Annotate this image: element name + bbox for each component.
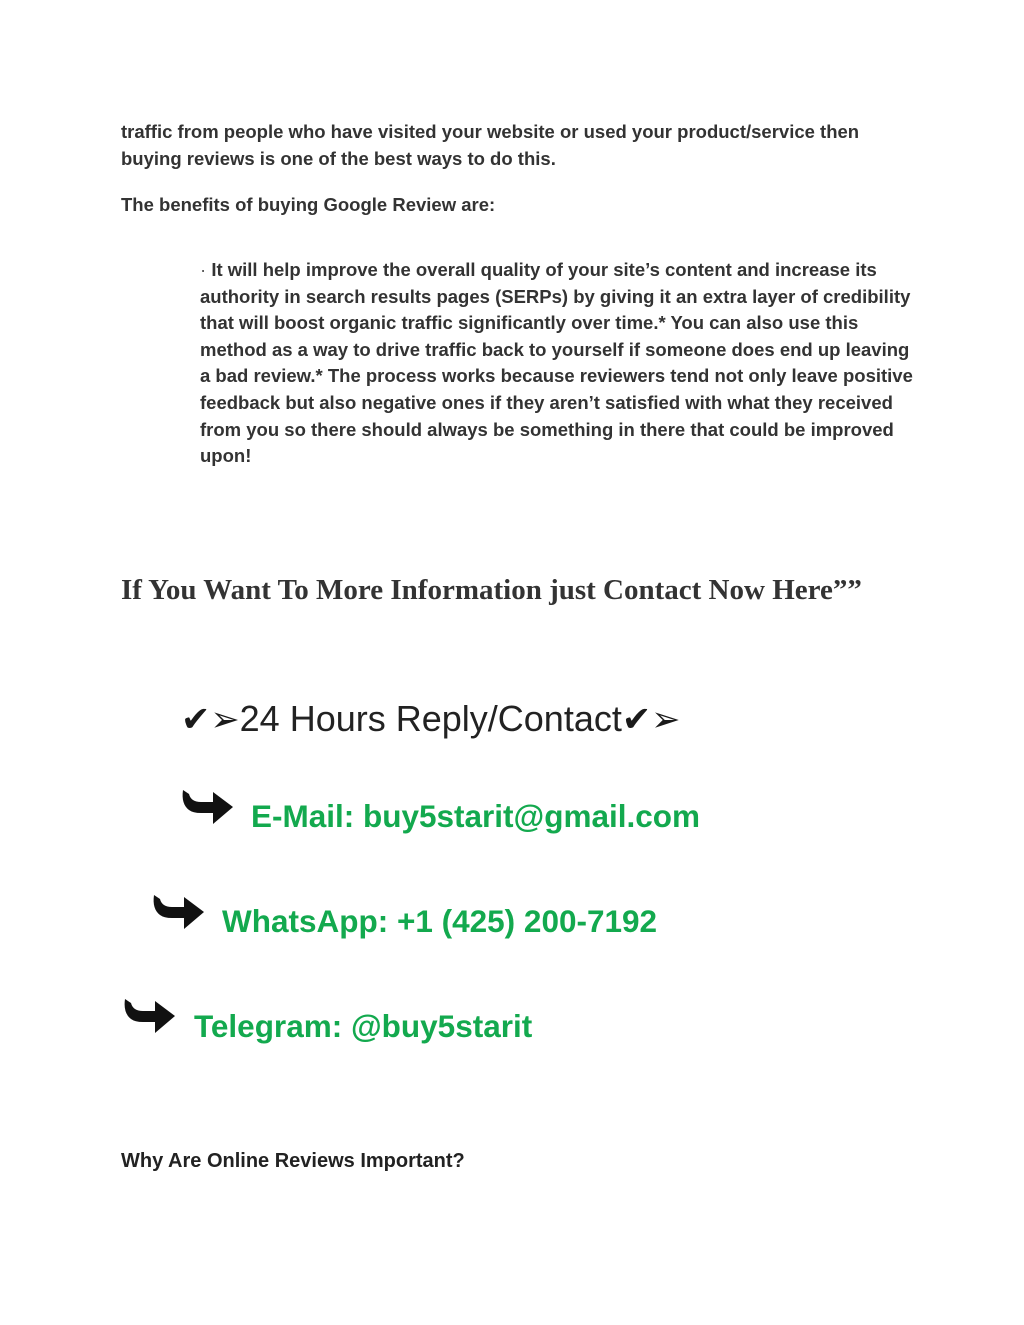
- benefits-lead-paragraph: The benefits of buying Google Review are:: [121, 194, 496, 215]
- reply-text: 24 Hours Reply/Contact: [239, 698, 622, 739]
- intro-paragraph: traffic from people who have visited your website or used your product/service then buying reviews is one of the best ways to do this.: [121, 121, 860, 169]
- contact-heading: If You Want To More Information just Contact Now Here””: [121, 574, 862, 606]
- whatsapp-link[interactable]: WhatsApp: +1 (425) 200-7192: [222, 903, 658, 939]
- benefit-bullet-item: [200, 257, 920, 470]
- email-link[interactable]: E-Mail: buy5starit@gmail.com: [251, 798, 701, 834]
- right-hook-arrow-icon: [150, 893, 206, 933]
- right-hook-arrow-icon: [121, 997, 177, 1037]
- telegram-link[interactable]: Telegram: @buy5starit: [194, 1008, 533, 1044]
- why-reviews-heading: Why Are Online Reviews Important?: [121, 1150, 465, 1172]
- check-arrow-icon: ✔➢: [181, 700, 240, 740]
- reply-line: [181, 694, 681, 745]
- bullet-marker: ·: [200, 259, 207, 280]
- right-hook-arrow-icon: [179, 788, 235, 828]
- bullet-text: It will help improve the overall quality of your site’s content and increase its authority in search results pages (SERPs) by giving it an extra layer of credibility that will boost organic traffic significantly over time.* You can also use this method as a way to drive traffic back to yourself if someone does end up leaving a bad review.* The process works because reviewers tend not only leave positive feedback but also negative ones if they aren’t satisfied with what they received from you so there should always be something in there that could be improved upon!: [200, 259, 913, 467]
- check-arrow-icon: ✔➢: [621, 700, 681, 740]
